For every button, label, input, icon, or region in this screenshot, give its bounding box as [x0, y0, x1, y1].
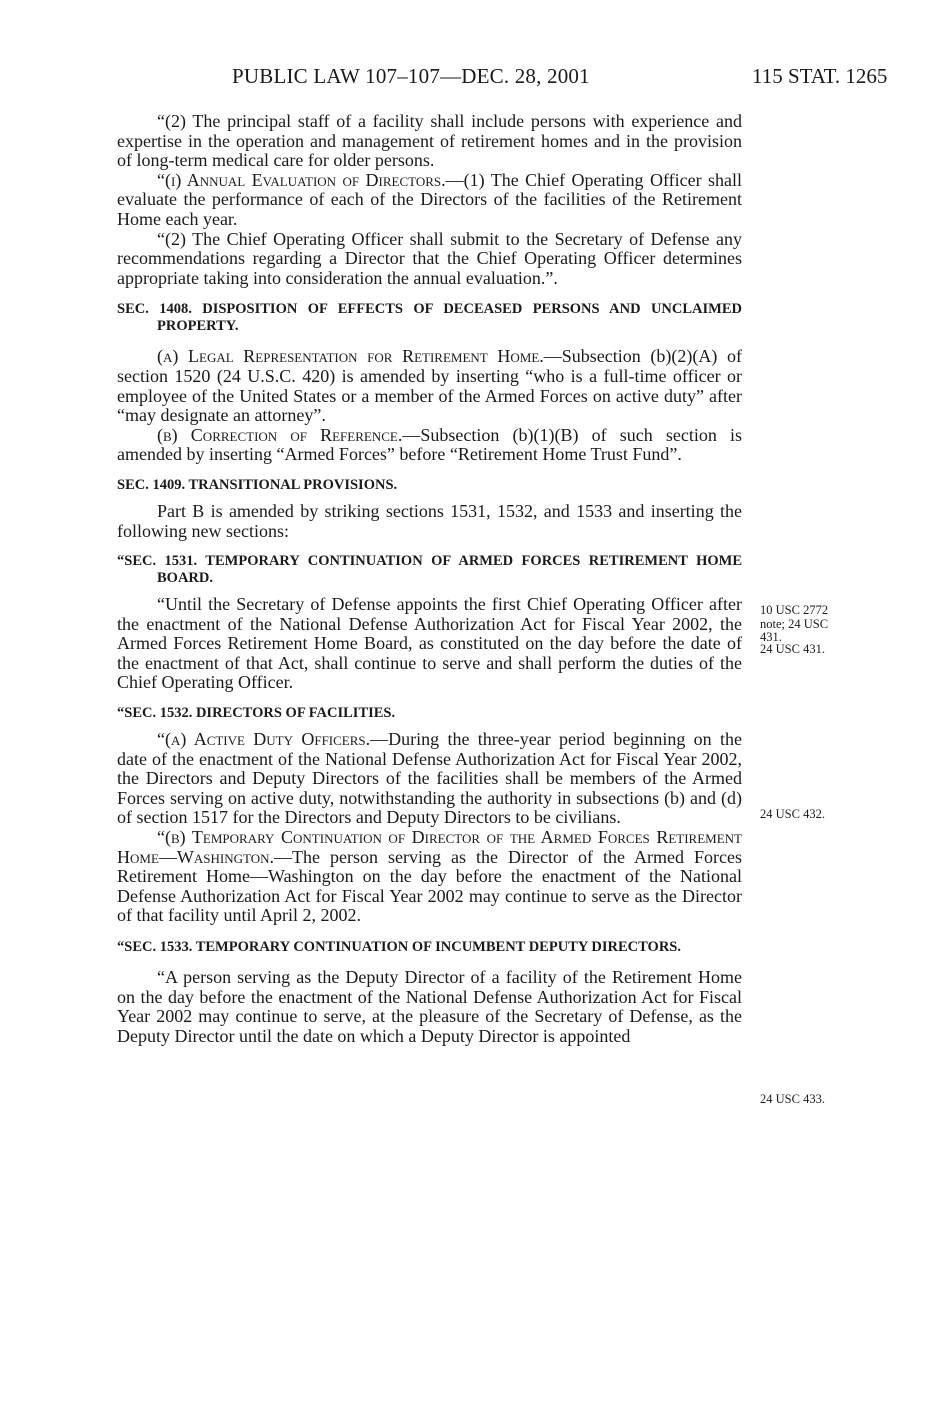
- running-head-title: PUBLIC LAW 107–107—DEC. 28, 2001: [232, 64, 590, 88]
- paragraph-until-secretary: “Until the Secretary of Defense appoints the first Chief Operating Officer after the enactment of the National Defense Authorization Act for Fiscal Year 2002, the Armed Forces Retirement Home Board, as constituted on the day before the date of the enactment of that Act, shall continue to serve and shall perform the duties of the Chief Operating Officer.: [117, 594, 742, 693]
- paragraph-text: —Subsection (b)(2)(A) of section 1520 (24 U.S.C. 420) is amended by inserting “who is a full-time officer or employee of the United States or a member of the Armed Forces on active duty” after “may designate an attorney”.: [117, 346, 742, 426]
- subsection-heading: (a) Legal Representation for Retirement Home.: [157, 346, 544, 367]
- paragraph-active-duty-officers: [117, 730, 742, 828]
- section-heading-1409: SEC. 1409. TRANSITIONAL PROVISIONS.: [117, 476, 398, 493]
- margin-note-usc-2772: 10 USC 2772 note; 24 USC 431.: [760, 603, 829, 644]
- paragraph-principal-staff: “(2) The principal staff of a facility shall include persons with experience and expertise in the operation and management of retirement homes and in the provision of long-term medical care for older persons.: [117, 111, 742, 171]
- paragraph-text: —Subsection (b)(1)(B) of such section is amended by inserting “Armed Forces” before “Retirement Home Trust Fund”.: [117, 424, 743, 465]
- section-heading-1408: SEC. 1408. DISPOSITION OF EFFECTS OF DECEASED PERSONS AND UNCLAIMED PROPERTY.: [117, 301, 742, 335]
- paragraph-annual-evaluation: [117, 171, 742, 230]
- paragraph-deputy-director: “A person serving as the Deputy Director of a facility of the Retirement Home on the day before the enactment of the National Defense Authorization Act for Fiscal Year 2002 may continue to serve, at the pleasure of the Secretary of Defense, as the Deputy Director until the date on which a Deputy Director is appointed: [117, 967, 742, 1046]
- page-number: 115 STAT. 1265: [752, 64, 888, 88]
- paragraph-legal-representation: [117, 347, 742, 425]
- margin-note-usc-433: 24 USC 433.: [760, 1092, 825, 1106]
- paragraph-part-b: Part B is amended by striking sections 1531, 1532, and 1533 and inserting the following new sections:: [117, 500, 742, 541]
- paragraph-recommendations: “(2) The Chief Operating Officer shall submit to the Secretary of Defense any recommendations regarding a Director that the Chief Operating Officer determines appropriate taking into consideration the annual evaluation.”.: [117, 228, 742, 288]
- page-header: [0, 64, 950, 90]
- section-heading-1531: “SEC. 1531. TEMPORARY CONTINUATION OF ARMED FORCES RETIREMENT HOME BOARD.: [117, 553, 742, 587]
- main-text-column: [117, 112, 742, 1046]
- section-heading-1533: “SEC. 1533. TEMPORARY CONTINUATION OF INCUMBENT DEPUTY DIRECTORS.: [117, 939, 681, 955]
- subsection-heading: “(a) Active Duty Officers.: [157, 729, 371, 750]
- paragraph-text: —(1) The Chief Operating Officer shall evaluate the performance of each of the Directors of the facilities of the Retirement Home each year.: [117, 169, 742, 229]
- section-heading-1532: “SEC. 1532. DIRECTORS OF FACILITIES.: [117, 705, 396, 722]
- margin-note-usc-432: 24 USC 432.: [760, 807, 825, 821]
- paragraph-correction-of-reference: [117, 426, 742, 465]
- subsection-heading: “(i) Annual Evaluation of Directors.: [157, 169, 446, 190]
- paragraph-text: —The person serving as the Director of the Armed Forces Retirement Home—Washington on the day before the enactment of the National Defense Authorization Act for Fiscal Year 2002 may continue to serve as the Director of that facility until April 2, 2002.: [117, 846, 742, 926]
- subsection-heading: (b) Correction of Reference.: [157, 424, 403, 445]
- paragraph-text: —During the three-year period beginning on the date of the enactment of the National Defense Authorization Act for Fiscal Year 2002, the Directors and Deputy Directors of the facilities shall be members of the Armed Forces serving on active duty, notwithstanding the authority in subsections (b) and (d) of section 1517 for the Directors and Deputy Directors to be civilians.: [117, 729, 742, 828]
- margin-note-usc-431: 24 USC 431.: [760, 642, 825, 656]
- subsection-heading: “(b) Temporary Continuation of Director of the Armed Forces Retirement Home—Washington.: [117, 827, 742, 867]
- paragraph-temporary-continuation-director: [117, 828, 742, 926]
